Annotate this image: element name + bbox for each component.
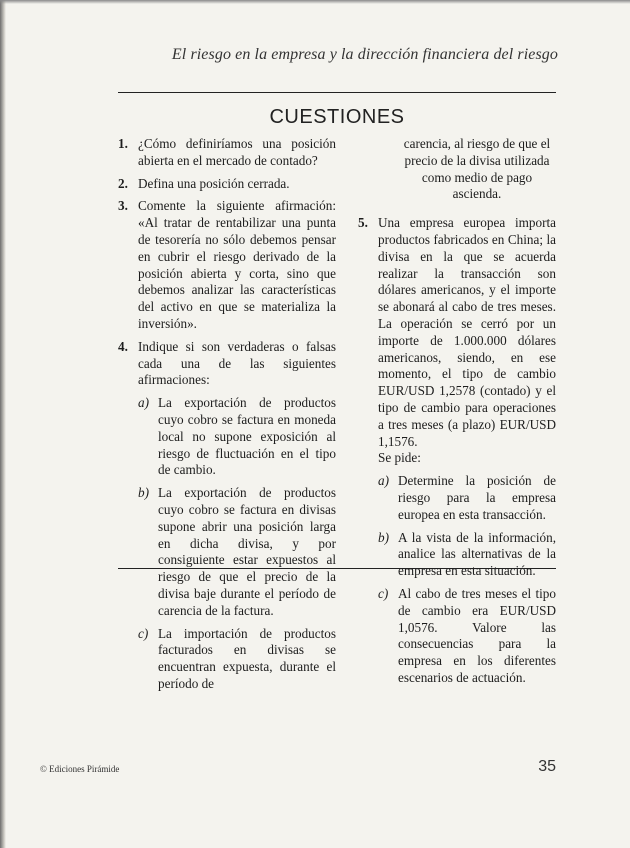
question-4 bbox=[118, 339, 336, 693]
question-text: Defina una posición cerrada. bbox=[138, 175, 290, 191]
question-prompt: Se pide: bbox=[378, 450, 421, 466]
left-column bbox=[118, 136, 336, 699]
page-number: 35 bbox=[538, 758, 556, 775]
question-5 bbox=[358, 215, 556, 687]
section-title: CUESTIONES bbox=[269, 106, 405, 128]
question-text: ¿Cómo definiríamos una posición abierta en el mercado de contado? bbox=[138, 136, 336, 168]
subitem-letter: c) bbox=[138, 625, 149, 641]
question-number: 1. bbox=[118, 136, 128, 151]
subitem-letter: a) bbox=[378, 473, 389, 489]
bottom-rule bbox=[118, 568, 556, 569]
question-number: 3. bbox=[118, 198, 128, 214]
subitem-a bbox=[378, 473, 556, 523]
question-text: Una empresa europea importa productos fabricados en China; la divisa en la que se acuerda realizar la transacción son dólares americanos, y el importe se abonará al cabo de tres meses. La operación se cerró por un importe de 1.000.000 dólares americanos, siendo, en ese momento, el tipo de cambio EUR/USD 1,2578 (contado) y el tipo de cambio para operaciones a tres meses (a plazo) EUR/USD 1,1576. bbox=[378, 215, 556, 449]
continuation-text: carencia, al riesgo de que el precio de la divisa utilizada como medio de pago ascienda. bbox=[403, 136, 551, 202]
subitem-b bbox=[378, 530, 556, 580]
subitem-text: La exportación de productos cuyo cobro se factura en divisas supone abrir una posición larga en dicha divisa, y por consiguiente estar expuestos al riesgo de que el precio de la divisa baje durante el período de carencia de la factura. bbox=[158, 485, 336, 618]
right-column bbox=[358, 136, 556, 693]
question-3 bbox=[118, 198, 336, 332]
subitem-letter: a) bbox=[138, 395, 149, 411]
subitem-a bbox=[138, 395, 336, 479]
running-head: El riesgo en la empresa y la dirección financiera del riesgo bbox=[171, 46, 558, 63]
question-text: Comente la siguiente afirmación: «Al tratar de rentabilizar una punta de tesorería no sólo debemos pensar en cubrir el riesgo derivado de la posición abierta y corta, sino que debemos analizar las características del activo en que se materializa la inversión». bbox=[138, 198, 336, 331]
subitem-text: A la vista de la información, analice las alternativas de la empresa en esta situación. bbox=[398, 529, 556, 579]
page-binding-shadow bbox=[0, 0, 6, 848]
subitem-text: Determine la posición de riesgo para la empresa europea en esta transacción. bbox=[398, 473, 556, 522]
question-2 bbox=[118, 176, 336, 193]
question-text: Indique si son verdaderas o falsas cada una de las siguientes afirmaciones: bbox=[138, 338, 336, 388]
question-number: 4. bbox=[118, 338, 128, 354]
question-number: 5. bbox=[358, 215, 368, 231]
subitem-letter: c) bbox=[378, 585, 389, 601]
subitem-text: Al cabo de tres meses el tipo de cambio era EUR/USD 1,0576. Valore las consecuencias para la empresa en los diferentes escenarios de actuación. bbox=[398, 585, 556, 685]
subitem-text: La importación de productos facturados en divisas se encuentran expuesta, durante el período de bbox=[158, 625, 336, 691]
subitem-b bbox=[138, 485, 336, 619]
publisher-footer: © Ediciones Pirámide bbox=[40, 764, 120, 774]
top-rule bbox=[118, 92, 556, 93]
subitem-c bbox=[378, 586, 556, 687]
question-4c-continuation bbox=[358, 136, 556, 203]
subitem-letter: b) bbox=[138, 485, 149, 501]
question-number: 2. bbox=[118, 175, 128, 191]
subitem-text: La exportación de productos cuyo cobro se factura en moneda local no supone exposición al riesgo de fluctuación en el tipo de cambio. bbox=[158, 395, 336, 478]
question-1 bbox=[118, 136, 336, 170]
subitem-letter: b) bbox=[378, 529, 389, 545]
subitem-c bbox=[138, 626, 336, 693]
page-top-shadow bbox=[0, 0, 630, 4]
